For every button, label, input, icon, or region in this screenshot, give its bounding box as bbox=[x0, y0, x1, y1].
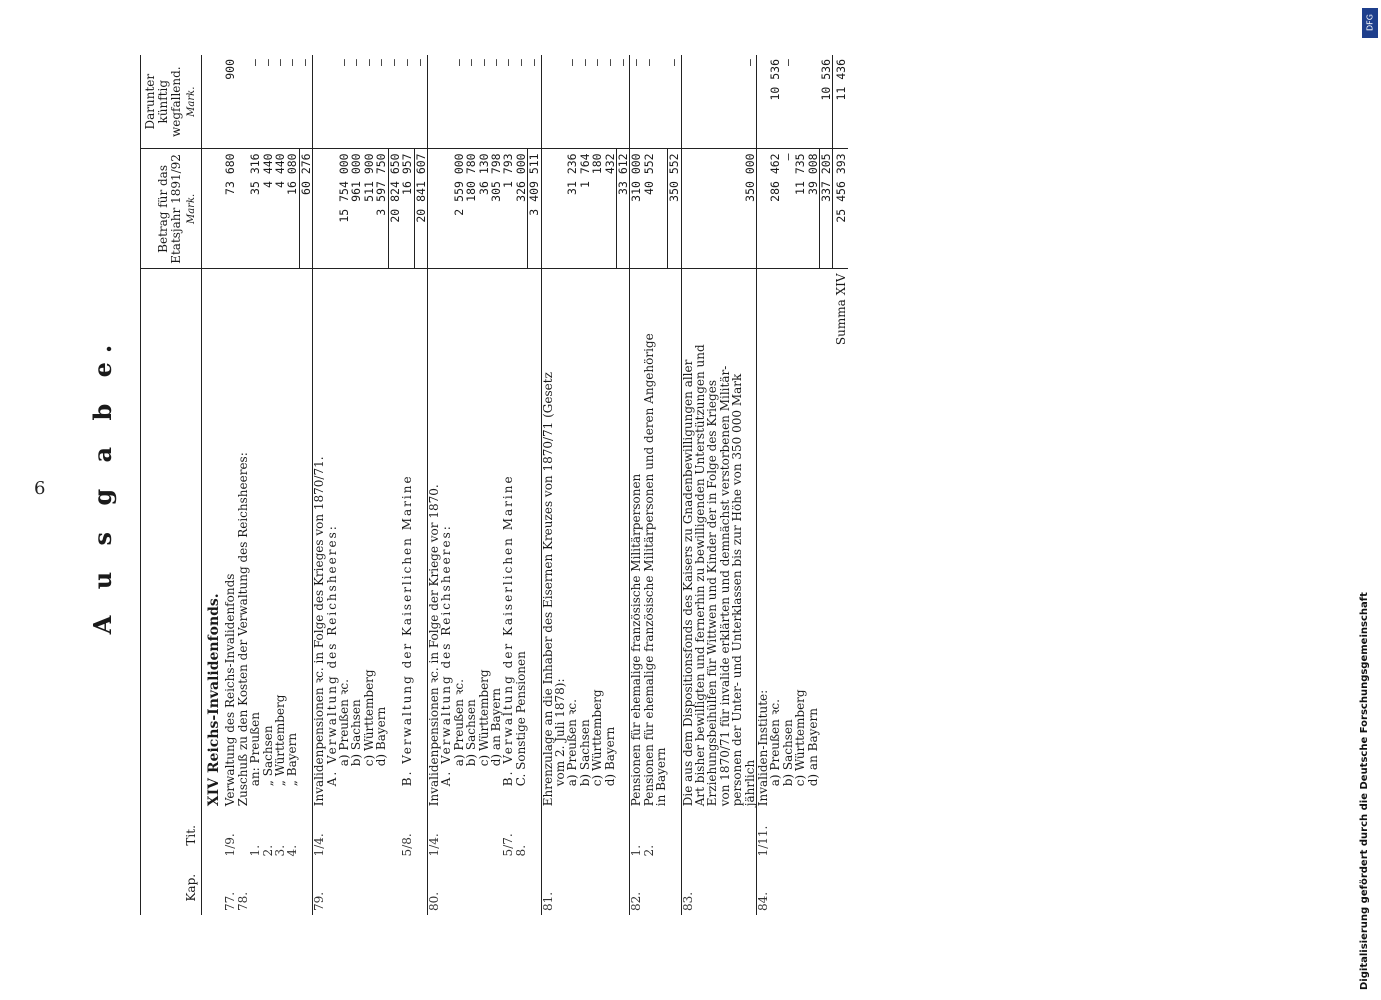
table-row bbox=[744, 55, 757, 915]
darunter-cell: — bbox=[299, 55, 312, 149]
darunter-cell bbox=[313, 55, 326, 149]
description-cell: an: Preußen bbox=[248, 712, 263, 787]
betrag-cell bbox=[313, 149, 326, 269]
kap-cell bbox=[262, 860, 274, 915]
betrag-cell bbox=[694, 149, 706, 269]
description-cell: a) Preußen ꝛc. bbox=[451, 679, 466, 767]
betrag-cell: 16 080 bbox=[286, 149, 299, 269]
section-row bbox=[202, 55, 225, 915]
betrag-cell bbox=[655, 149, 667, 269]
darunter-cell bbox=[326, 55, 338, 149]
betrag-cell: 310 000 bbox=[630, 149, 643, 269]
header-tit: Tit. bbox=[141, 810, 202, 860]
budget-table bbox=[140, 55, 848, 915]
kap-cell bbox=[566, 860, 578, 915]
description-cell: „ Württemberg bbox=[273, 694, 288, 787]
kap-cell bbox=[655, 860, 667, 915]
table-row bbox=[769, 55, 781, 915]
kap-cell bbox=[274, 860, 286, 915]
table-row bbox=[794, 55, 806, 915]
tit-cell: 2. bbox=[641, 844, 656, 857]
darunter-cell: — bbox=[782, 55, 794, 149]
header-betrag-unit: Mark. bbox=[186, 193, 197, 225]
betrag-cell: 4 440 bbox=[274, 149, 286, 269]
description-cell: Verwaltung des Reichs-Invalidenfonds bbox=[223, 573, 238, 807]
table-row bbox=[566, 55, 578, 915]
betrag-cell bbox=[706, 149, 718, 269]
darunter-cell: — bbox=[286, 55, 299, 149]
kap-cell bbox=[694, 860, 706, 915]
kap-cell bbox=[554, 860, 566, 915]
darunter-cell: 10 536 bbox=[769, 55, 781, 149]
table-row bbox=[440, 55, 452, 915]
description-cell: „ Bayern bbox=[285, 732, 300, 787]
darunter-cell bbox=[706, 55, 718, 149]
tit-cell bbox=[591, 810, 603, 860]
section-title: XIV Reichs-Invalidenfonds. bbox=[206, 593, 222, 807]
betrag-cell: 3 409 511 bbox=[528, 149, 541, 269]
description-cell: Invalidenpensionen ꝛc. in Folge der Kriege vor 1870. bbox=[427, 269, 440, 810]
kap-cell bbox=[820, 860, 833, 915]
kap-cell: 78. bbox=[235, 891, 250, 911]
table-row bbox=[833, 55, 848, 915]
kap-cell bbox=[807, 860, 820, 915]
darunter-cell: — bbox=[465, 55, 477, 149]
betrag-cell: 11 735 bbox=[794, 149, 806, 269]
description-cell: C. Sonstige Pensionen bbox=[513, 651, 528, 787]
tit-cell bbox=[681, 810, 694, 860]
description-cell: A. Verwaltung des Reichsheeres: bbox=[324, 524, 339, 787]
table-row bbox=[706, 55, 718, 915]
betrag-cell: 326 000 bbox=[515, 149, 528, 269]
table-row bbox=[807, 55, 820, 915]
darunter-cell: — bbox=[363, 55, 375, 149]
tit-cell bbox=[833, 810, 848, 860]
description-cell: Invalidenpensionen ꝛc. in Folge des Krieges von 1870/71. bbox=[313, 269, 326, 810]
table-row bbox=[528, 55, 541, 915]
table-row bbox=[655, 55, 667, 915]
darunter-cell bbox=[719, 55, 731, 149]
tit-cell: 1. bbox=[630, 810, 643, 860]
header-betrag bbox=[141, 149, 202, 269]
kap-cell: 84. bbox=[756, 860, 769, 915]
tit-cell bbox=[769, 810, 781, 860]
tit-cell bbox=[326, 810, 338, 860]
darunter-cell: — bbox=[375, 55, 388, 149]
darunter-cell bbox=[541, 55, 554, 149]
kap-cell bbox=[490, 860, 502, 915]
tit-cell bbox=[478, 810, 490, 860]
darunter-cell: 900 bbox=[224, 55, 236, 149]
description-cell: Invaliden-Institute: bbox=[756, 269, 769, 810]
betrag-cell: 16 957 bbox=[401, 149, 414, 269]
table-row bbox=[541, 55, 554, 915]
darunter-cell: — bbox=[528, 55, 541, 149]
betrag-cell: 31 236 bbox=[566, 149, 578, 269]
darunter-cell: — bbox=[604, 55, 617, 149]
description-cell: c) Württemberg bbox=[476, 669, 491, 767]
darunter-cell bbox=[681, 55, 694, 149]
darunter-cell bbox=[655, 55, 667, 149]
table-row bbox=[249, 55, 261, 915]
darunter-cell: — bbox=[274, 55, 286, 149]
kap-cell: 82. bbox=[630, 860, 643, 915]
table-row bbox=[820, 55, 833, 915]
tit-cell bbox=[453, 810, 465, 860]
tit-cell: 8. bbox=[513, 844, 528, 857]
kap-cell: 81. bbox=[541, 860, 554, 915]
kap-cell bbox=[249, 860, 261, 915]
description-cell: c) Württemberg bbox=[793, 689, 808, 787]
betrag-cell bbox=[731, 149, 743, 269]
betrag-cell: 20 824 650 bbox=[388, 149, 401, 269]
tit-cell bbox=[794, 810, 806, 860]
betrag-cell: 961 000 bbox=[350, 149, 362, 269]
table-row bbox=[375, 55, 388, 915]
description-cell: c) Württemberg bbox=[590, 689, 605, 787]
tit-cell: 1. bbox=[248, 844, 263, 857]
table-row bbox=[515, 55, 528, 915]
betrag-cell: 2 559 000 bbox=[453, 149, 465, 269]
kap-cell bbox=[502, 860, 514, 915]
betrag-cell: 39 008 bbox=[807, 149, 820, 269]
tit-cell: 4. bbox=[285, 844, 300, 857]
kap-cell bbox=[591, 860, 603, 915]
table-row bbox=[579, 55, 591, 915]
tit-cell bbox=[694, 810, 706, 860]
darunter-cell: — bbox=[502, 55, 514, 149]
description-cell: d) Bayern bbox=[374, 706, 389, 767]
darunter-cell: — bbox=[630, 55, 643, 149]
darunter-cell: 10 536 bbox=[820, 55, 833, 149]
betrag-cell: 33 612 bbox=[617, 149, 630, 269]
header-darunter-label: Darunter künftig wegfallend. bbox=[143, 66, 183, 138]
tit-cell: 3. bbox=[273, 844, 288, 857]
kap-cell bbox=[731, 860, 743, 915]
kap-cell bbox=[833, 860, 848, 915]
darunter-cell bbox=[807, 55, 820, 149]
table-row bbox=[313, 55, 326, 915]
tit-cell bbox=[375, 810, 388, 860]
description-cell: Art bisher bewilligten und fernerhin zu bewilligenden Unterstützungen und bbox=[692, 344, 707, 807]
betrag-cell: 4 440 bbox=[262, 149, 274, 269]
betrag-cell: 337 205 bbox=[820, 149, 833, 269]
kap-cell bbox=[388, 860, 401, 915]
description-cell: Ehrenzulage an die Inhaber des Eisernen Kreuzes von 1870/71 (Gesetz bbox=[541, 269, 554, 810]
betrag-cell: 286 462 bbox=[769, 149, 781, 269]
description-cell: a) Preußen ꝛc. bbox=[337, 679, 352, 767]
description-cell: c) Württemberg bbox=[361, 669, 376, 767]
description-cell: d) an Bayern bbox=[805, 708, 820, 787]
darunter-cell: — bbox=[744, 55, 757, 149]
tit-cell: 2. bbox=[260, 844, 275, 857]
kap-cell bbox=[453, 860, 465, 915]
table-row bbox=[427, 55, 440, 915]
table-header-row bbox=[141, 55, 202, 915]
table-body bbox=[202, 55, 848, 915]
darunter-cell: — bbox=[453, 55, 465, 149]
betrag-cell bbox=[427, 149, 440, 269]
darunter-cell bbox=[554, 55, 566, 149]
darunter-cell: — bbox=[643, 55, 655, 149]
description-cell: jährlich bbox=[742, 759, 757, 807]
description-cell: b) Sachsen bbox=[464, 699, 479, 767]
kap-cell bbox=[350, 860, 362, 915]
betrag-cell bbox=[681, 149, 694, 269]
kap-cell bbox=[794, 860, 806, 915]
kap-cell bbox=[744, 860, 757, 915]
darunter-cell bbox=[731, 55, 743, 149]
betrag-cell: 25 456 393 bbox=[833, 149, 848, 269]
tit-cell bbox=[554, 810, 566, 860]
kap-cell bbox=[769, 860, 781, 915]
darunter-cell: — bbox=[591, 55, 603, 149]
darunter-cell: — bbox=[401, 55, 414, 149]
table-row bbox=[731, 55, 743, 915]
darunter-cell: — bbox=[515, 55, 528, 149]
table-row bbox=[681, 55, 694, 915]
betrag-cell: 511 900 bbox=[363, 149, 375, 269]
tit-cell bbox=[414, 810, 427, 860]
table-row bbox=[350, 55, 362, 915]
betrag-cell bbox=[440, 149, 452, 269]
description-cell bbox=[820, 269, 833, 810]
tit-cell bbox=[528, 810, 541, 860]
description-cell: vom 2. Juli 1878): bbox=[552, 678, 567, 787]
betrag-cell: 73 680 bbox=[224, 149, 236, 269]
table-row bbox=[591, 55, 603, 915]
betrag-cell bbox=[541, 149, 554, 269]
kap-cell bbox=[668, 860, 681, 915]
table-row bbox=[465, 55, 477, 915]
tit-cell bbox=[668, 810, 681, 860]
darunter-cell bbox=[237, 55, 249, 149]
kap-cell bbox=[338, 860, 350, 915]
betrag-cell: 3 597 750 bbox=[375, 149, 388, 269]
darunter-cell: — bbox=[566, 55, 578, 149]
kap-cell bbox=[515, 860, 528, 915]
darunter-cell: — bbox=[579, 55, 591, 149]
kap-cell bbox=[465, 860, 477, 915]
description-cell bbox=[528, 269, 541, 810]
table-row bbox=[224, 55, 236, 915]
tit-cell bbox=[350, 810, 362, 860]
budget-table-wrap bbox=[140, 55, 1300, 915]
tit-cell bbox=[541, 810, 554, 860]
darunter-cell: — bbox=[478, 55, 490, 149]
darunter-cell: — bbox=[668, 55, 681, 149]
description-cell: Pensionen für ehemalige französische Militärpersonen und deren Angehörige bbox=[641, 333, 656, 807]
description-cell: in Bayern bbox=[654, 747, 669, 807]
kap-cell bbox=[719, 860, 731, 915]
page-number: 6 bbox=[34, 478, 46, 499]
description-cell: von 1870/71 für invalide erklärten und demnächst verstorbenen Militär- bbox=[717, 365, 732, 807]
table-row bbox=[617, 55, 630, 915]
description-cell bbox=[668, 269, 681, 810]
description-cell bbox=[299, 269, 312, 810]
kap-cell bbox=[782, 860, 794, 915]
tit-cell: 5/8. bbox=[400, 833, 415, 857]
tit-cell bbox=[782, 810, 794, 860]
darunter-cell bbox=[794, 55, 806, 149]
kap-cell bbox=[579, 860, 591, 915]
kap-cell bbox=[363, 860, 375, 915]
table-row bbox=[299, 55, 312, 915]
tit-cell bbox=[338, 810, 350, 860]
kap-cell bbox=[299, 860, 312, 915]
description-cell: b) Sachsen bbox=[780, 719, 795, 787]
description-cell: „ Sachsen bbox=[260, 725, 275, 787]
betrag-cell: 432 bbox=[604, 149, 617, 269]
darunter-cell bbox=[427, 55, 440, 149]
header-kap: Kap. bbox=[141, 860, 202, 915]
kap-cell bbox=[440, 860, 452, 915]
description-cell: B. Verwaltung der Kaiserlichen Marine bbox=[400, 474, 415, 787]
tit-cell bbox=[465, 810, 477, 860]
betrag-cell: 15 754 000 bbox=[338, 149, 350, 269]
tit-cell: 1/11. bbox=[756, 810, 769, 860]
tit-cell: 1/9. bbox=[223, 833, 238, 857]
tit-cell bbox=[579, 810, 591, 860]
tit-cell bbox=[807, 810, 820, 860]
kap-cell bbox=[478, 860, 490, 915]
digitization-note: Digitalisierung gefördert durch die Deutsche Forschungsgemeinschaft bbox=[1359, 592, 1370, 990]
betrag-cell: 350 552 bbox=[668, 149, 681, 269]
betrag-cell: — bbox=[782, 149, 794, 269]
table-row bbox=[604, 55, 617, 915]
tit-cell bbox=[604, 810, 617, 860]
betrag-cell: 180 780 bbox=[465, 149, 477, 269]
description-cell: b) Sachsen bbox=[577, 719, 592, 787]
kap-cell bbox=[643, 860, 655, 915]
kap-cell bbox=[414, 860, 427, 915]
tit-cell bbox=[566, 810, 578, 860]
tit-cell bbox=[655, 810, 667, 860]
description-cell: Zuschuß zu den Kosten der Verwaltung des Reichsheeres: bbox=[235, 452, 250, 807]
table-row bbox=[668, 55, 681, 915]
table-row bbox=[502, 55, 514, 915]
description-cell: d) an Bayern bbox=[488, 688, 503, 767]
budget-sheet bbox=[80, 55, 1300, 915]
darunter-cell bbox=[440, 55, 452, 149]
description-cell: a) Preußen ꝛc. bbox=[768, 699, 783, 787]
betrag-cell: 1 793 bbox=[502, 149, 514, 269]
description-cell: d) Bayern bbox=[602, 726, 617, 787]
kap-cell: 79. bbox=[313, 860, 326, 915]
section-darunter-cell bbox=[202, 55, 225, 149]
darunter-cell: — bbox=[490, 55, 502, 149]
header-darunter bbox=[141, 55, 202, 149]
description-cell: Summa XIV bbox=[833, 273, 848, 346]
darunter-cell bbox=[694, 55, 706, 149]
tit-cell: 5/7. bbox=[501, 833, 516, 857]
header-betrag-label: Betrag für das Etatsjahr 1891/92 bbox=[156, 154, 183, 264]
darunter-cell: 11 436 bbox=[833, 55, 848, 149]
description-cell: B. Verwaltung der Kaiserlichen Marine bbox=[501, 474, 516, 787]
betrag-cell: 35 316 bbox=[249, 149, 261, 269]
section-tit-cell bbox=[202, 810, 225, 860]
tit-cell: 1/4. bbox=[313, 810, 326, 860]
section-betrag-cell bbox=[202, 149, 225, 269]
betrag-cell: 40 552 bbox=[643, 149, 655, 269]
betrag-cell: 20 841 607 bbox=[414, 149, 427, 269]
darunter-cell: — bbox=[350, 55, 362, 149]
tit-cell bbox=[731, 810, 743, 860]
tit-cell bbox=[363, 810, 375, 860]
page-title: A u s g a b e. bbox=[88, 335, 117, 635]
description-cell: personen der Unter- und Unterklassen bis zur Höhe von 350 000 Mark bbox=[730, 373, 745, 807]
description-cell: Pensionen für ehemalige französische Militärpersonen bbox=[630, 269, 643, 810]
betrag-cell: 1 764 bbox=[579, 149, 591, 269]
description-cell bbox=[617, 269, 630, 810]
description-cell: A. Verwaltung des Reichsheeres: bbox=[439, 524, 454, 787]
tit-cell bbox=[299, 810, 312, 860]
kap-cell: 80. bbox=[427, 860, 440, 915]
kap-cell bbox=[401, 860, 414, 915]
description-cell: a) Preußen ꝛc. bbox=[565, 699, 580, 787]
kap-cell bbox=[375, 860, 388, 915]
darunter-cell: — bbox=[617, 55, 630, 149]
header-desc bbox=[141, 269, 202, 810]
kap-cell bbox=[326, 860, 338, 915]
section-kap-cell bbox=[202, 860, 225, 915]
description-cell: b) Sachsen bbox=[349, 699, 364, 767]
table-row bbox=[414, 55, 427, 915]
darunter-cell: — bbox=[414, 55, 427, 149]
tit-cell: 1/4. bbox=[427, 810, 440, 860]
description-cell: Die aus dem Dispositionsfonds des Kaisers zu Gnadenbewilligungen aller bbox=[681, 269, 694, 810]
tit-cell bbox=[617, 810, 630, 860]
betrag-cell: 36 130 bbox=[478, 149, 490, 269]
tit-cell bbox=[706, 810, 718, 860]
tit-cell bbox=[820, 810, 833, 860]
darunter-cell: — bbox=[249, 55, 261, 149]
betrag-cell: 60 276 bbox=[299, 149, 312, 269]
kap-cell: 77. bbox=[223, 891, 238, 911]
betrag-cell bbox=[719, 149, 731, 269]
betrag-cell: 180 bbox=[591, 149, 603, 269]
description-cell bbox=[414, 269, 427, 810]
kap-cell bbox=[617, 860, 630, 915]
darunter-cell: — bbox=[262, 55, 274, 149]
kap-cell bbox=[286, 860, 299, 915]
betrag-cell: 350 000 bbox=[744, 149, 757, 269]
betrag-cell: 305 798 bbox=[490, 149, 502, 269]
table-row bbox=[286, 55, 299, 915]
kap-cell bbox=[706, 860, 718, 915]
darunter-cell: — bbox=[338, 55, 350, 149]
dfg-logo: DFG bbox=[1362, 8, 1378, 38]
tit-cell bbox=[719, 810, 731, 860]
tit-cell bbox=[440, 810, 452, 860]
description-cell: Erziehungsbeihülfen für Wittwen und Kinder der in Folge des Krieges bbox=[705, 380, 720, 807]
kap-cell bbox=[604, 860, 617, 915]
table-row bbox=[401, 55, 414, 915]
tit-cell bbox=[744, 810, 757, 860]
header-darunter-unit: Mark. bbox=[186, 86, 197, 117]
darunter-cell: — bbox=[388, 55, 401, 149]
kap-cell bbox=[528, 860, 541, 915]
table-row bbox=[630, 55, 643, 915]
kap-cell: 83. bbox=[681, 860, 694, 915]
